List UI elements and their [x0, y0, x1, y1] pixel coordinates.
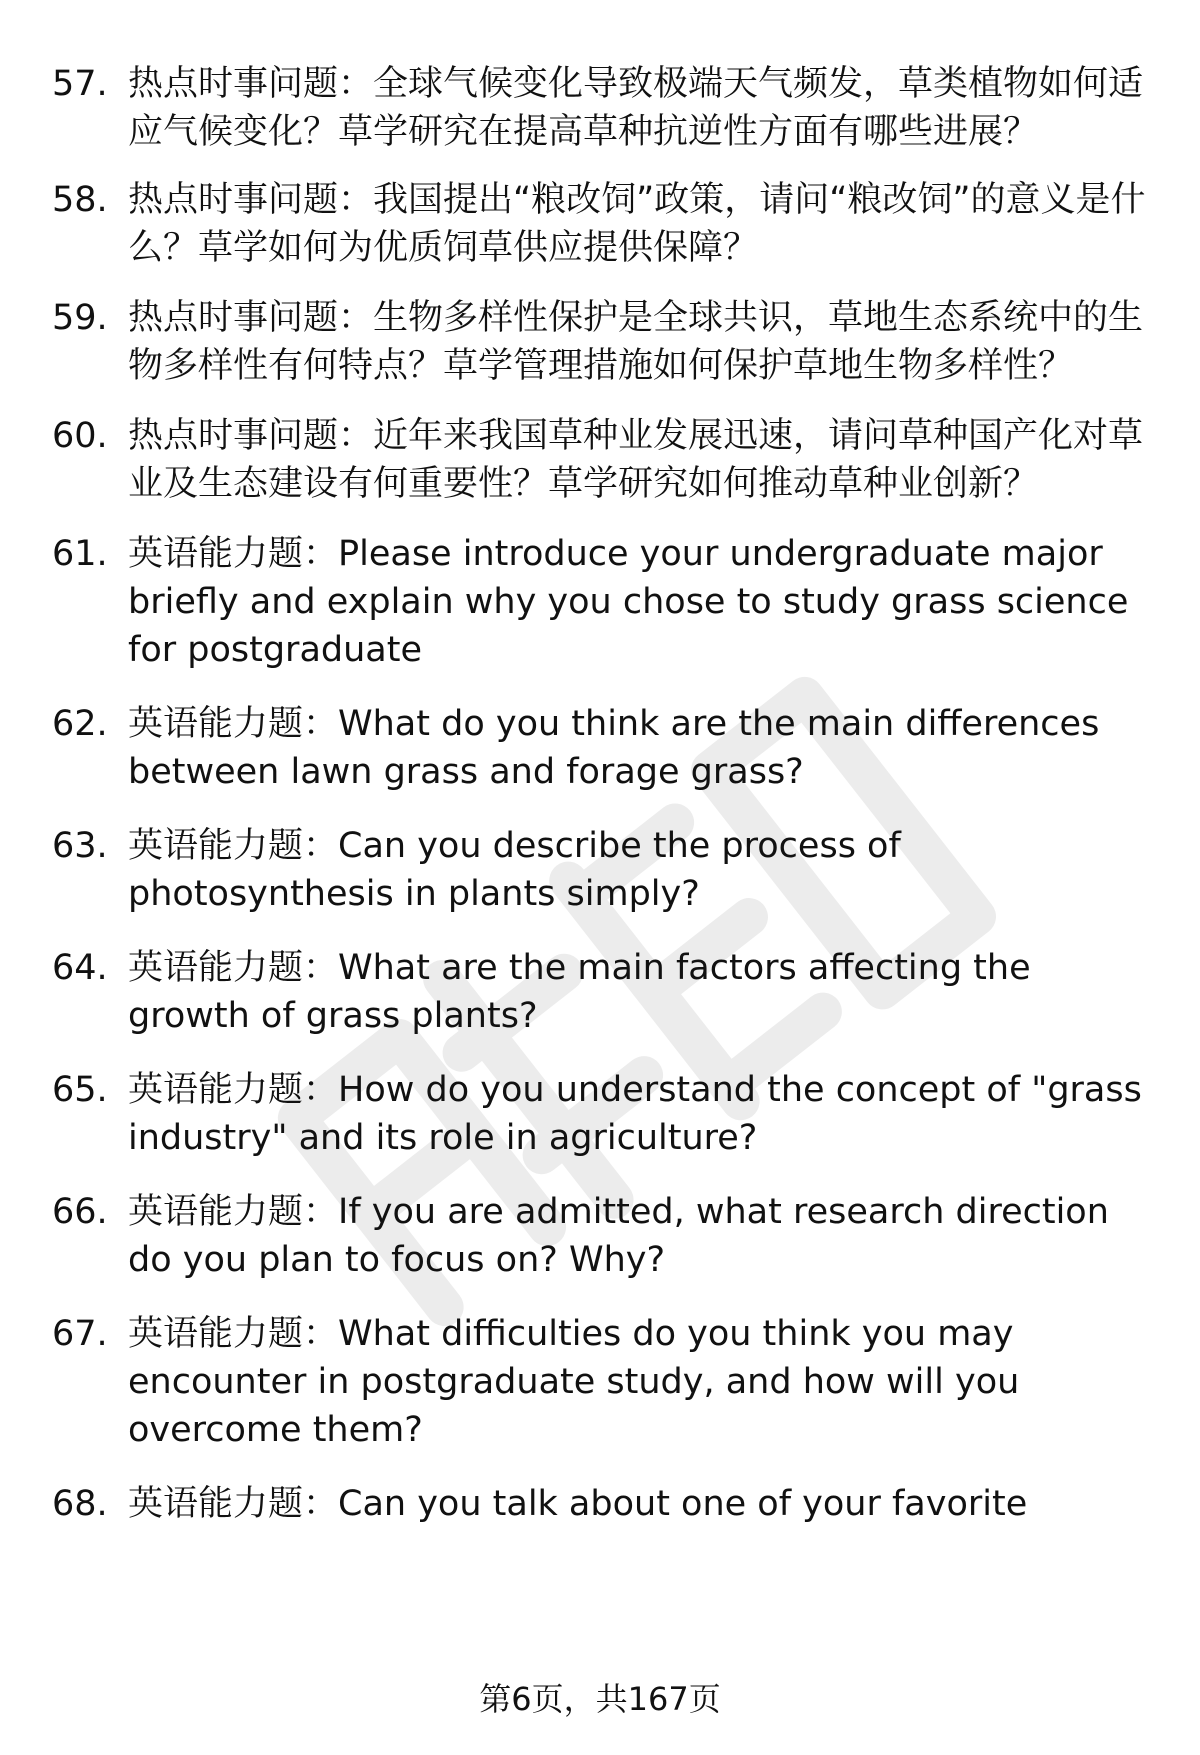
question-item [52, 176, 1162, 272]
question-item [52, 294, 1162, 390]
question-item [52, 1188, 1162, 1284]
question-text: What difficulties do you think you may encounter in postgraduate study, and how will you overcome them? [128, 1314, 1020, 1450]
page-number-footer: 第6页，共167页 [479, 1680, 721, 1718]
question-text: What do you think are the main differences between lawn grass and forage grass? [128, 704, 1100, 792]
question-text: 生物多样性保护是全球共识，草地生态系统中的生物多样性有何特点？草学管理措施如何保护草地生物多样性？ [128, 298, 1144, 386]
question-body [128, 822, 1162, 918]
question-number: 58. [52, 180, 108, 220]
question-body [128, 1480, 1162, 1528]
question-category: 英语能力题： [128, 1070, 339, 1110]
question-category: 英语能力题： [128, 534, 339, 574]
question-category: 热点时事问题： [128, 298, 374, 338]
question-text: Can you describe the process of photosynthesis in plants simply? [128, 826, 901, 914]
question-category: 英语能力题： [128, 1192, 339, 1232]
question-category: 英语能力题： [128, 1314, 339, 1354]
question-item [52, 1310, 1162, 1454]
question-category: 英语能力题： [128, 1484, 339, 1524]
question-body [128, 1310, 1162, 1454]
question-item [52, 944, 1162, 1040]
question-body [128, 294, 1162, 390]
question-body [128, 944, 1162, 1040]
question-body [128, 412, 1162, 508]
question-text: How do you understand the concept of "grass industry" and its role in agriculture? [128, 1070, 1142, 1158]
question-category: 英语能力题： [128, 704, 339, 744]
question-text: 我国提出“粮改饲”政策，请问“粮改饲”的意义是什么？草学如何为优质饲草供应提供保障？ [128, 180, 1146, 268]
question-item [52, 530, 1162, 674]
question-number: 65. [52, 1070, 108, 1110]
question-category: 热点时事问题： [128, 180, 374, 220]
question-category: 英语能力题： [128, 948, 339, 988]
question-item [52, 1066, 1162, 1162]
question-category: 英语能力题： [128, 826, 339, 866]
question-category: 热点时事问题： [128, 416, 374, 456]
question-number: 68. [52, 1484, 108, 1524]
question-number: 57. [52, 64, 108, 104]
question-item [52, 700, 1162, 796]
question-text: 全球气候变化导致极端天气频发，草类植物如何适应气候变化？草学研究在提高草种抗逆性方面有哪些进展？ [128, 64, 1144, 152]
question-item [52, 1480, 1162, 1528]
question-body [128, 700, 1162, 796]
question-number: 63. [52, 826, 108, 866]
question-list [52, 60, 1162, 1528]
question-item [52, 822, 1162, 918]
question-category: 热点时事问题： [128, 64, 374, 104]
question-item [52, 60, 1162, 156]
question-number: 60. [52, 416, 108, 456]
question-text: 近年来我国草种业发展迅速，请问草种国产化对草业及生态建设有何重要性？草学研究如何推动草种业创新？ [128, 416, 1144, 504]
question-item [52, 412, 1162, 508]
question-body [128, 176, 1162, 272]
question-number: 66. [52, 1192, 108, 1232]
question-number: 64. [52, 948, 108, 988]
question-number: 61. [52, 534, 108, 574]
question-number: 59. [52, 298, 108, 338]
question-body [128, 1066, 1162, 1162]
question-text: What are the main factors affecting the growth of grass plants? [128, 948, 1031, 1036]
question-body [128, 1188, 1162, 1284]
question-body [128, 530, 1162, 674]
question-number: 67. [52, 1314, 108, 1354]
question-number: 62. [52, 704, 108, 744]
question-body [128, 60, 1162, 156]
question-text: Can you talk about one of your favorite [338, 1484, 1028, 1524]
question-text: If you are admitted, what research direction do you plan to focus on? Why? [128, 1192, 1109, 1280]
question-text: Please introduce your undergraduate major briefly and explain why you chose to study grass science for postgraduate [128, 534, 1129, 670]
